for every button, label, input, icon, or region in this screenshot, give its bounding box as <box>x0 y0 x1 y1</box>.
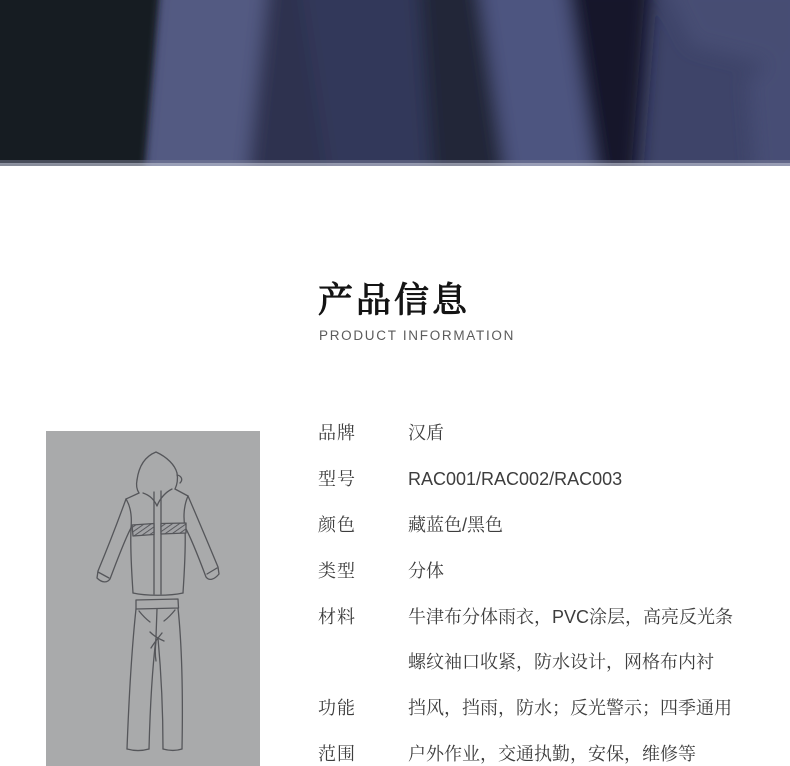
spec-row-material <box>318 608 778 672</box>
product-sketch-panel <box>46 431 260 766</box>
section-heading <box>318 281 515 343</box>
spec-label: 品牌 <box>318 423 356 443</box>
spec-row-scope <box>318 745 778 764</box>
spec-value: 挡风，挡雨，防水；反光警示；四季通用 <box>408 698 732 718</box>
spec-row-model <box>318 470 778 489</box>
product-photo <box>0 0 790 166</box>
spec-row-function <box>318 699 778 718</box>
spec-list <box>318 424 778 766</box>
spec-label: 型号 <box>318 469 356 489</box>
spec-value-line1: 牛津布分体雨衣，PVC涂层，高亮反光条 <box>408 607 734 627</box>
spec-label: 颜色 <box>318 515 356 535</box>
spec-label: 类型 <box>318 561 356 581</box>
spec-row-color <box>318 516 778 535</box>
spec-label: 范围 <box>318 744 356 764</box>
spec-label: 功能 <box>318 698 356 718</box>
spec-value: 汉盾 <box>408 423 444 443</box>
spec-value-line2: 螺纹袖口收紧，防水设计，网格布内衬 <box>408 652 714 672</box>
spec-value <box>408 608 778 672</box>
spec-value: 户外作业，交通执勤，安保，维修等 <box>408 744 696 764</box>
spec-row-brand <box>318 424 778 443</box>
page-title: 产品信息 <box>318 281 471 320</box>
spec-row-type <box>318 562 778 581</box>
spec-value: RAC001/RAC002/RAC003 <box>408 469 623 489</box>
rain-suit-sketch <box>46 431 260 766</box>
fabric-photo-graphic <box>0 0 790 166</box>
page-subtitle: PRODUCT INFORMATION <box>319 328 516 344</box>
spec-label: 材料 <box>318 607 356 627</box>
spec-value: 分体 <box>408 561 444 581</box>
spec-value: 藏蓝色/黑色 <box>408 515 504 535</box>
